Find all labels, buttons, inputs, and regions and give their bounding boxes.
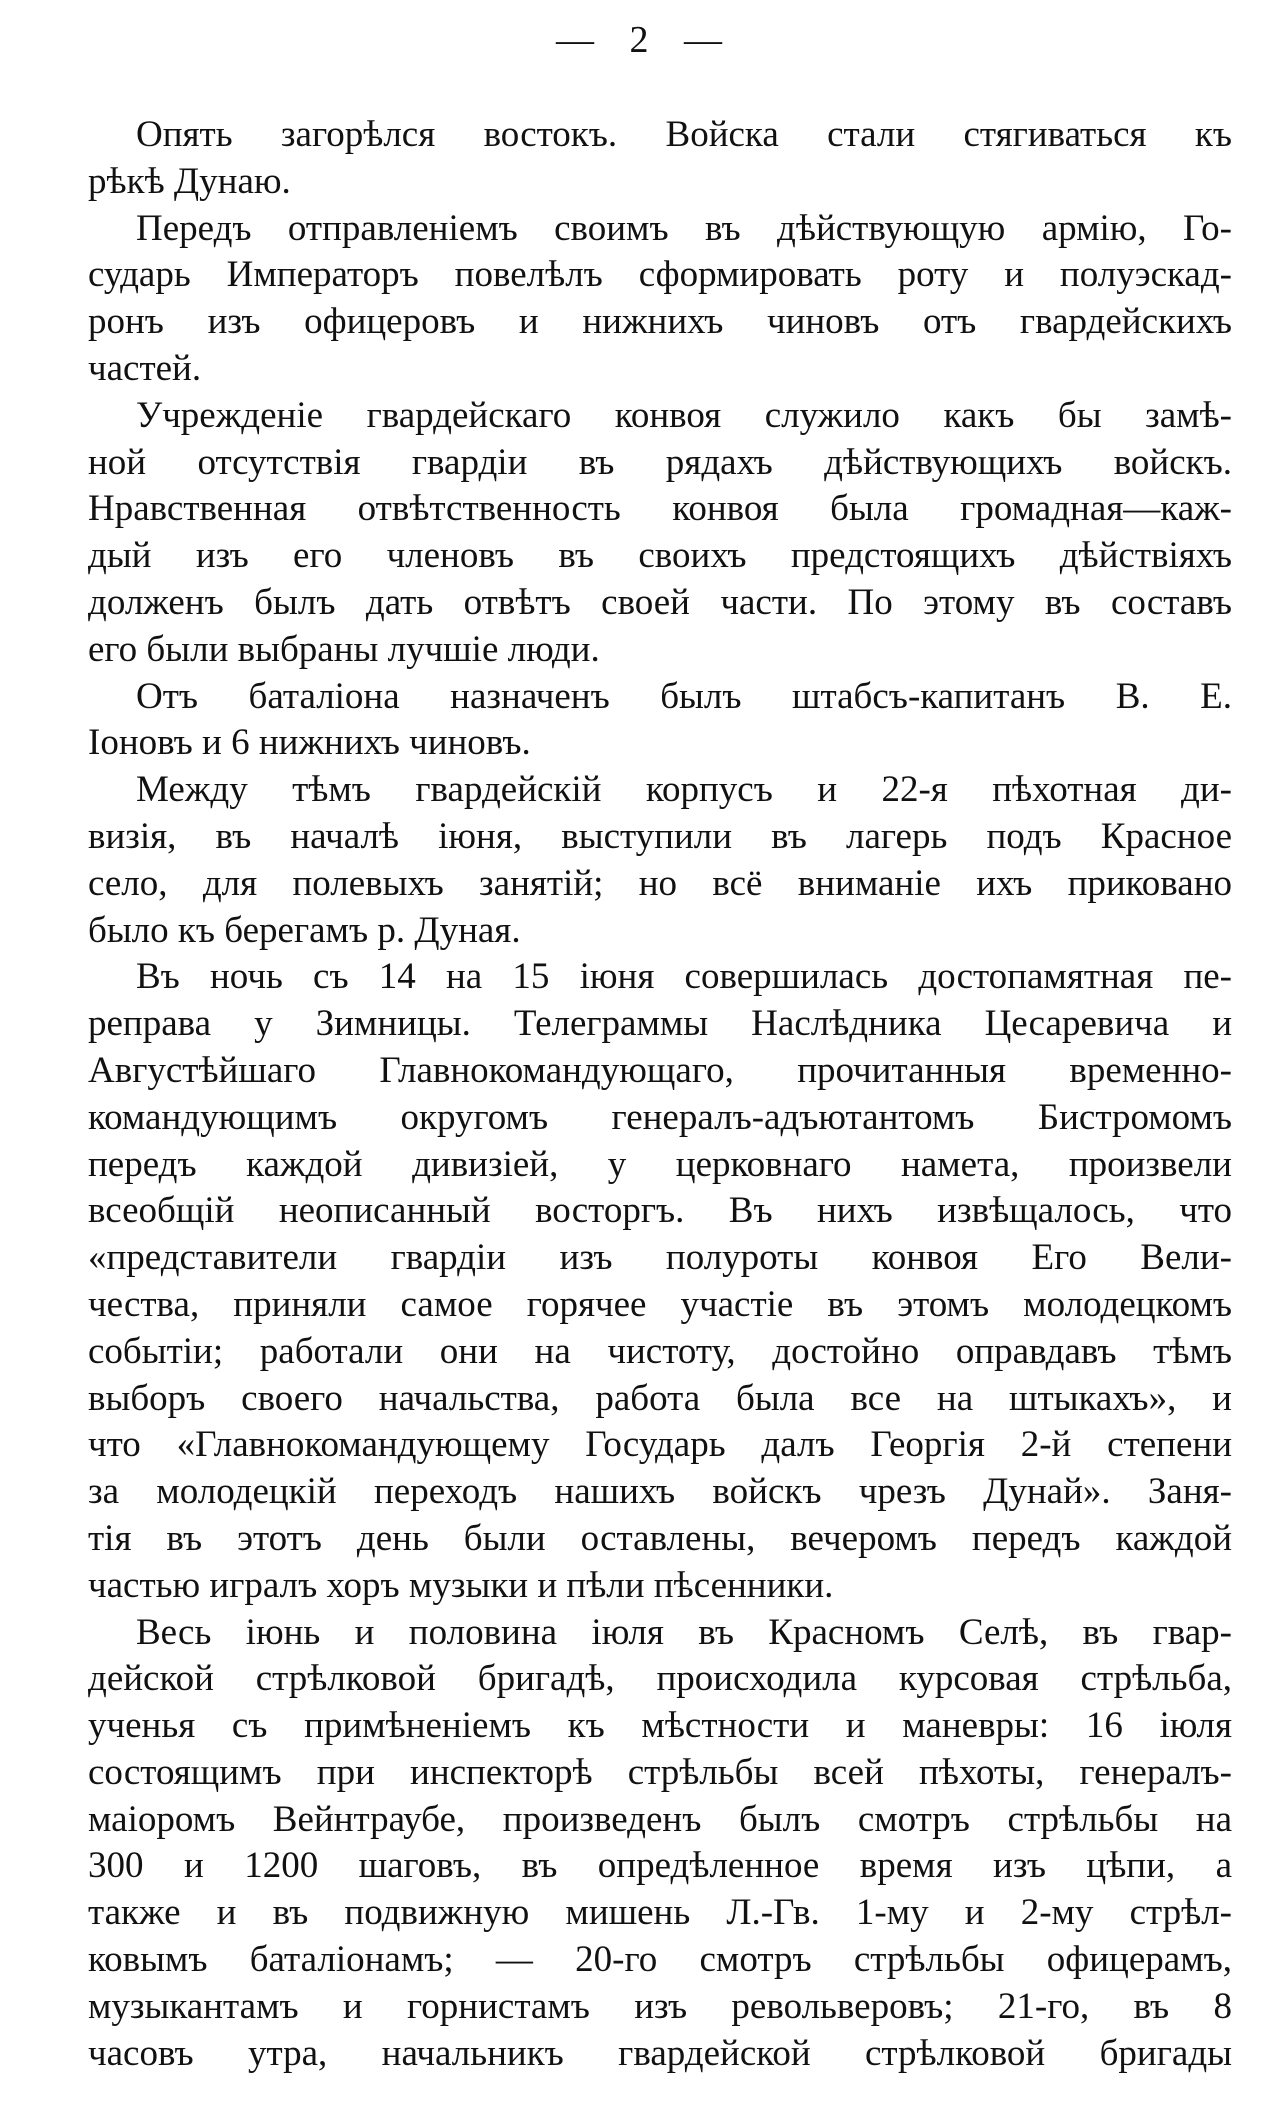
text-line: дый изъ его членовъ въ своихъ предстоящихъ дѣйствіяхъ [88, 535, 1232, 577]
page-header [0, 18, 1280, 62]
text-line: долженъ былъ дать отвѣтъ своей части. По этому въ составъ [88, 581, 1232, 623]
text-line: рѣкѣ Дунаю. [88, 160, 291, 202]
text-line: было къ берегамъ р. Дуная. [88, 909, 521, 951]
text-line: событіи; работали они на чистоту, достойно оправдавъ тѣмъ [88, 1330, 1232, 1372]
text-line: Нравственная отвѣтственность конвоя была громадная—каж- [88, 488, 1232, 530]
text-line: Между тѣмъ гвардейскій корпусъ и 22-я пѣхотная ди- [136, 769, 1232, 811]
paragraph [88, 954, 1232, 1609]
text-line: Учрежденіе гвардейскаго конвоя служило какъ бы замѣ- [136, 394, 1232, 436]
text-line: ученья съ примѣненіемъ къ мѣстности и маневры: 16 іюля [88, 1705, 1232, 1747]
text-line: всеобщій неописанный восторгъ. Въ нихъ извѣщалось, что [88, 1190, 1232, 1232]
text-line: выборъ своего начальства, работа была все на штыкахъ», и [88, 1377, 1232, 1419]
text-line: чества, приняли самое горячее участіе въ этомъ молодецкомъ [88, 1283, 1232, 1325]
paragraph [88, 767, 1232, 954]
text-line: ковымъ баталіонамъ; — 20-го смотръ стрѣльбы офицерамъ, [88, 1939, 1232, 1981]
body-text [88, 112, 1232, 2077]
paragraph [88, 393, 1232, 674]
text-line: Въ ночь съ 14 на 15 іюня совершилась достопамятная пе- [136, 956, 1232, 998]
text-line: Опять загорѣлся востокъ. Войска стали стягиваться къ [136, 114, 1232, 155]
text-line: «представители гвардіи изъ полуроты конвоя Его Вели- [88, 1237, 1232, 1279]
text-line: тія въ этотъ день были оставлены, вечеромъ передъ каждой [88, 1517, 1232, 1559]
text-line: сударь Императоръ повелѣлъ сформировать роту и полуэскад- [88, 254, 1232, 296]
paragraph [88, 206, 1232, 393]
page-number: 2 [629, 19, 651, 61]
text-line: состоящимъ при инспекторѣ стрѣльбы всей пѣхоты, генералъ- [88, 1751, 1232, 1793]
text-line: маіоромъ Вейнтраубе, произведенъ былъ смотръ стрѣльбы на [88, 1798, 1232, 1840]
text-line: 300 и 1200 шаговъ, въ опредѣленное время изъ цѣпи, а [88, 1845, 1232, 1887]
text-line: реправа у Зимницы. Телеграммы Наслѣдника Цесаревича и [88, 1003, 1232, 1045]
paragraph [88, 1610, 1232, 2078]
text-line: что «Главнокомандующему Государь далъ Георгія 2-й степени [88, 1424, 1232, 1466]
text-line: музыкантамъ и горнистамъ изъ револьверовъ; 21-го, въ 8 [88, 1985, 1232, 2027]
text-line: также и въ подвижную мишень Л.-Гв. 1-му и 2-му стрѣл- [88, 1892, 1232, 1934]
text-line: частью игралъ хоръ музыки и пѣли пѣсенники. [88, 1564, 834, 1606]
text-line: дейской стрѣлковой бригадѣ, происходила курсовая стрѣльба, [88, 1658, 1232, 1700]
text-line: визія, въ началѣ іюня, выступили въ лагерь подъ Красное [88, 815, 1232, 857]
text-line: ной отсутствія гвардіи въ рядахъ дѣйствующихъ войскъ. [88, 441, 1232, 483]
text-line: командующимъ округомъ генералъ-адъютантомъ Бистромомъ [88, 1096, 1232, 1138]
paragraph [88, 674, 1232, 768]
text-line: село, для полевыхъ занятій; но всё вниманіе ихъ приковано [88, 862, 1232, 904]
header-dash-right: — [684, 19, 724, 61]
text-line: его были выбраны лучшіе люди. [88, 628, 600, 670]
text-line: Іоновъ и 6 нижнихъ чиновъ. [88, 722, 531, 764]
paragraph [88, 112, 1232, 206]
text-line: часовъ утра, начальникъ гвардейской стрѣлковой бригады [88, 2032, 1232, 2074]
text-line: Весь іюнь и половина іюля въ Красномъ Селѣ, въ гвар- [136, 1611, 1232, 1653]
text-line: передъ каждой дивизіей, у церковнаго намета, произвели [88, 1143, 1232, 1185]
text-line: Отъ баталіона назначенъ былъ штабсъ-капитанъ В. Е. [136, 675, 1232, 717]
text-line: ронъ изъ офицеровъ и нижнихъ чиновъ отъ гвардейскихъ [88, 301, 1232, 343]
text-line: Августѣйшаго Главнокомандующаго, прочитанныя временно- [88, 1049, 1232, 1091]
text-line: частей. [88, 347, 202, 389]
header-dash-left: — [556, 19, 596, 61]
text-line: за молодецкій переходъ нашихъ войскъ чрезъ Дунай». Заня- [88, 1471, 1232, 1513]
text-line: Передъ отправленіемъ своимъ въ дѣйствующую армію, Го- [136, 207, 1232, 249]
